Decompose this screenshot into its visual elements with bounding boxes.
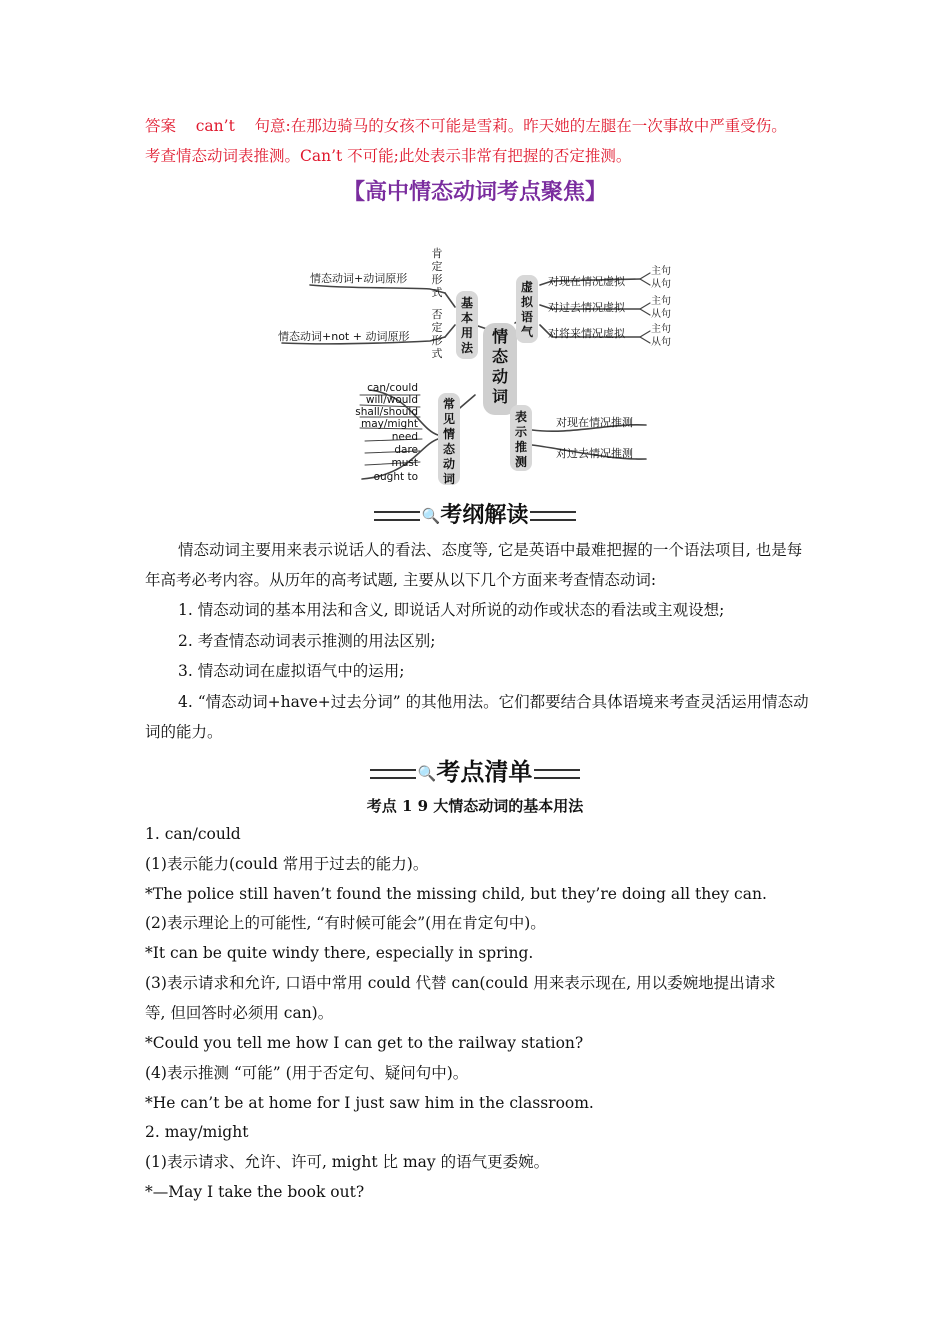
center-char-3: 动 <box>491 367 509 386</box>
body-line: (1)表示请求、允许、许可, might 比 may 的语气更委婉。 <box>145 1153 550 1171</box>
body-line: *Could you tell me how I can get to the railway station? <box>145 1034 584 1052</box>
body-line: 1. can/could <box>145 825 241 843</box>
body-line: *He can’t be at home for I just saw him in the classroom. <box>145 1094 594 1112</box>
section-title: 考纲解读 <box>440 502 529 528</box>
magnifier-icon: 🔍 <box>421 507 441 525</box>
common-verb: need <box>391 431 418 443</box>
intro-paragraph: 情态动词主要用来表示说话人的看法、态度等, 它是英语中最难把握的一个语法项目, 也是每年高考必考内容。从历年的高考试题, 主要从以下几个方面来考查情态动词: <box>145 541 803 589</box>
main-clause-1: 主句 <box>651 266 671 277</box>
body-line: (4)表示推测 “可能” (用于否定句、疑问句中)。 <box>145 1064 469 1082</box>
intro-item: 1. 情态动词的基本用法和含义, 即说话人对所说的动作或状态的看法或主观设想; <box>178 601 725 619</box>
common-verb: may/might <box>361 418 418 430</box>
section-header-syllabus <box>0 498 950 529</box>
divider <box>530 511 576 521</box>
answer-label: 答案 <box>145 117 177 135</box>
spec-item-present: 对现在情况推测 <box>556 416 633 429</box>
magnifier-icon: 🔍 <box>417 764 437 783</box>
common-verb: must <box>391 457 418 469</box>
answer-explanation: 句意:在那边骑马的女孩不可能是雪莉。昨天她的左腿在一次事故中严重受伤。 <box>254 117 787 135</box>
body-line: (3)表示请求和允许, 口语中常用 could 代替 can(could 用来表示现在, 用以委婉地提出请求 <box>145 974 776 992</box>
body-line: 等, 但回答时必须用 can)。 <box>145 1004 334 1022</box>
center-char-4: 词 <box>491 387 509 406</box>
center-char-2: 态 <box>491 347 509 366</box>
divider <box>370 769 416 779</box>
common-verb: can/could <box>367 382 418 394</box>
common-verb: dare <box>394 444 418 456</box>
answer-word: can’t <box>195 117 235 135</box>
sub-item-past: 对过去情况虚拟 <box>548 301 625 314</box>
negative-label: 否定形式 <box>431 308 443 360</box>
basic-label: 基本用法 <box>460 296 474 355</box>
answer-line-1 <box>145 115 787 137</box>
neg-formula: 情态动词+not + 动词原形 <box>278 330 410 343</box>
sub-item-future: 对将来情况虚拟 <box>548 327 625 340</box>
body-line: 2. may/might <box>145 1123 249 1141</box>
body-line: (2)表示理论上的可能性, “有时候可能会”(用在肯定句中)。 <box>145 914 546 932</box>
section-title: 考点清单 <box>436 757 533 786</box>
intro-item: 3. 情态动词在虚拟语气中的运用; <box>178 662 405 680</box>
common-verb: ought to <box>373 471 418 483</box>
main-clause-3: 主句 <box>651 324 671 335</box>
affirmative-label: 肯定形式 <box>431 247 443 299</box>
center-label <box>491 327 509 406</box>
body-line: *—May I take the book out? <box>145 1183 365 1201</box>
common-verb: shall/should <box>355 406 418 418</box>
common-verb: will/would <box>365 394 418 406</box>
divider <box>534 769 580 779</box>
spec-item-past: 对过去情况推测 <box>556 447 633 460</box>
sub-clause-1: 从句 <box>651 279 671 290</box>
body-line: *The police still haven’t found the missing child, but they’re doing all they can. <box>145 885 767 903</box>
sub-clause-3: 从句 <box>651 337 671 348</box>
sub-clause-2: 从句 <box>651 309 671 320</box>
mind-map <box>270 245 690 490</box>
section-header-checklist <box>0 752 950 787</box>
intro-item: 4. “情态动词+have+过去分词” 的其他用法。它们都要结合具体语境来考查灵活运用情态动词的能力。 <box>145 693 809 741</box>
affirm-formula: 情态动词+动词原形 <box>310 272 408 285</box>
body-line: (1)表示能力(could 常用于过去的能力)。 <box>145 855 429 873</box>
answer-line-2: 考查情态动词表推测。Can’t 不可能;此处表示非常有把握的否定推测。 <box>145 147 632 165</box>
speculation-label: 表示推测 <box>514 410 528 469</box>
page-title: 【高中情态动词考点聚焦】 <box>342 179 607 205</box>
divider <box>374 511 420 521</box>
main-clause-2: 主句 <box>651 296 671 307</box>
body-line: *It can be quite windy there, especially in spring. <box>145 944 534 962</box>
subheading: 考点 1 9 大情态动词的基本用法 <box>366 797 584 815</box>
center-char-1: 情 <box>491 327 509 346</box>
subjunctive-label: 虚拟语气 <box>520 280 534 339</box>
common-label: 常见情态动词 <box>442 397 456 486</box>
sub-item-present: 对现在情况虚拟 <box>548 275 625 288</box>
intro-item: 2. 考查情态动词表示推测的用法区别; <box>178 632 436 650</box>
